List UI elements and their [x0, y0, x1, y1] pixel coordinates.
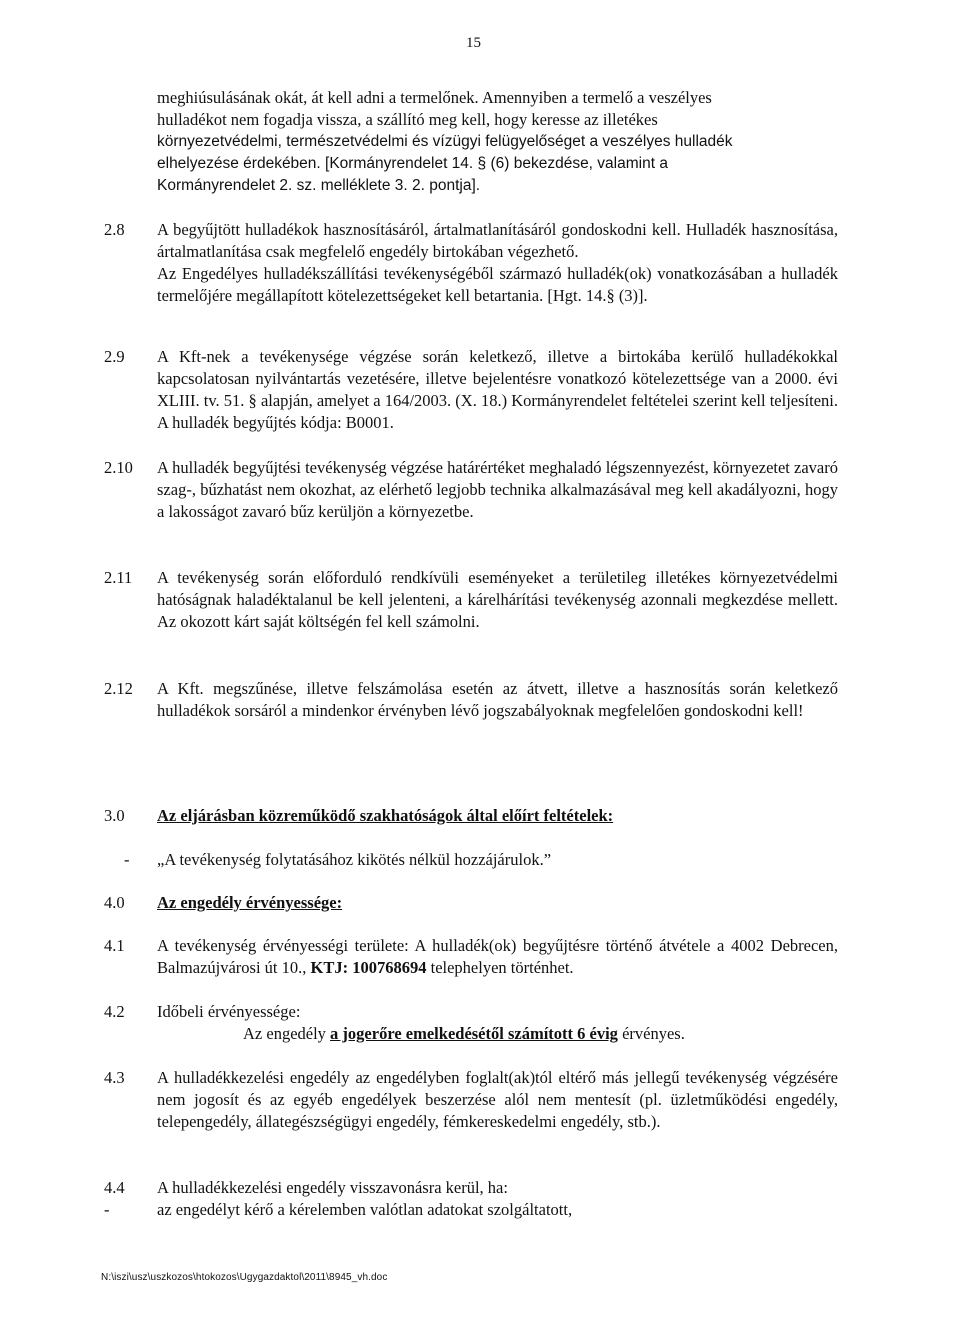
validity-label: Időbeli érvényessége: — [157, 1002, 301, 1021]
section-number: 2.11 — [104, 568, 133, 587]
section-paragraph: A hulladék begyűjtési tevékenység végzése határértéket meghaladó légszennyezést, környezetet zavaró szag-, bűzhatást nem okozhat, az elérhető legjobb technika alkalmazásával meg kell akadályozni, hogy a lakosságot zavaró bűz kerüljön a környezetbe. — [157, 458, 838, 521]
section-number: 2.9 — [104, 347, 125, 366]
section-heading: Az engedély érvényessége: — [157, 893, 343, 912]
section-paragraph: A tevékenység során előforduló rendkívüli eseményeket a területileg illetékes környezetvédelmi hatóságnak haladéktalanul be kell jelenteni, a kárelhárítási tevékenység azonnali megkezdése mellett. Az okozott kárt saját költségén fel kell számolni. — [157, 568, 838, 631]
validity-post: érvényes. — [617, 1024, 685, 1043]
validity-pre: Az engedély — [243, 1024, 331, 1043]
intro-line: környezetvédelmi, természetvédelmi és vízügyi felügyelőséget a veszélyes hulladék — [157, 133, 733, 150]
intro-line: hulladékot nem fogadja vissza, a szállító meg kell, hogy keresse az illetékes — [157, 110, 658, 129]
validity-statement — [243, 1023, 843, 1045]
section-paragraph: Az Engedélyes hulladékszállítási tevékenységéből származó hulladék(ok) vonatkozásában a hulladék termelőjére megállapított kötelezettségeket kell betartania. [Hgt. 14.§ (3)]. — [157, 264, 838, 305]
section-number: 4.0 — [104, 893, 125, 912]
section-number: 3.0 — [104, 806, 125, 825]
section-number: 2.10 — [104, 458, 133, 477]
section-body — [157, 346, 838, 434]
section-paragraph: A Kft-nek a tevékenysége végzése során keletkező, illetve a birtokába kerülő hulladékokkal kapcsolatosan nyilvántartás vezetésére, illetve bejelentésre vonatkozó kötelezettsége van a 2000. évi XLIII. tv. 51. § alapján, amelyet a 164/2003. (X. 18.) Kormányrendelet feltételei szerint kell teljesíteni. A hulladék begyűjtés kódja: B0001. — [157, 347, 838, 432]
dash-bullet: - — [124, 850, 130, 869]
section-number: 4.4 — [104, 1178, 125, 1197]
dash-item — [104, 1199, 838, 1221]
revocation-item: az engedélyt kérő a kérelemben valótlan adatokat szolgáltatott, — [157, 1200, 573, 1219]
validity-emphasis: a jogerőre emelkedésétől számított 6 évig — [330, 1024, 618, 1043]
page-number: 15 — [466, 35, 481, 51]
section-number: 2.8 — [104, 220, 125, 239]
quote-text: „A tevékenység folytatásához kikötés nélkül hozzájárulok.” — [157, 850, 552, 869]
dash-bullet: - — [104, 1200, 110, 1219]
section-body — [157, 678, 838, 722]
dash-item — [124, 849, 838, 871]
section-body — [157, 892, 838, 914]
intro-line: elhelyezése érdekében. [Kormányrendelet 14. § (6) bekezdése, valamint a — [157, 155, 668, 172]
section-number: 4.3 — [104, 1068, 125, 1087]
territory-text: A tevékenység érvényességi területe: A hulladék(ok) begyűjtésre történő átvétele a 4002 Debrecen, Balmazújvárosi út 10., — [157, 936, 838, 977]
section-paragraph: A Kft. megszűnése, illetve felszámolása esetén az átvett, illetve a hasznosítás során keletkező hulladékok sorsáról a mindenkor érvényben lévő jogszabályoknak megfelelően gondoskodni kell! — [157, 679, 838, 720]
intro-body — [157, 87, 838, 197]
section-number: 4.1 — [104, 936, 125, 955]
footer-file-path: N:\iszi\usz\uszkozos\htokozos\Ugygazdaktol\2011\8945_vh.doc — [101, 1272, 388, 1283]
section-body — [157, 805, 838, 827]
section-body: A hulladékkezelési engedély az engedélyben foglalt(ak)tól eltérő más jellegű tevékenység végzésére nem jogosít és az egyéb engedélyek beszerzése alól nem mentesít (pl. üzletműködési engedély, telepengedély, állategészségügyi engedély, fémkereskedelmi engedély, stb.). — [157, 1068, 838, 1131]
section-body — [157, 567, 838, 633]
section-body — [157, 457, 838, 523]
section-number: 2.12 — [104, 679, 133, 698]
territory-tail: telephelyen történhet. — [426, 958, 574, 977]
ktj-label: KTJ: — [310, 958, 349, 977]
ktj-value: 100768694 — [352, 958, 427, 977]
section-heading: Az eljárásban közreműködő szakhatóságok által előírt feltételek: — [157, 806, 614, 825]
intro-line: meghiúsulásának okát, át kell adni a termelőnek. Amennyiben a termelő a veszélyes — [157, 88, 712, 107]
section-body — [157, 935, 838, 979]
section-body — [157, 219, 838, 307]
section-number: 4.2 — [104, 1002, 125, 1021]
revocation-intro: A hulladékkezelési engedély visszavonásra kerül, ha: — [157, 1178, 508, 1197]
section-paragraph: A begyűjtött hulladékok hasznosításáról, ártalmatlanításáról gondoskodni kell. Hulladék hasznosítása, ártalmatlanítása csak megfelelő engedély birtokában végezhető. — [157, 220, 838, 261]
quote-item — [124, 849, 838, 871]
intro-line: Kormányrendelet 2. sz. melléklete 3. 2. pontja]. — [157, 177, 481, 194]
